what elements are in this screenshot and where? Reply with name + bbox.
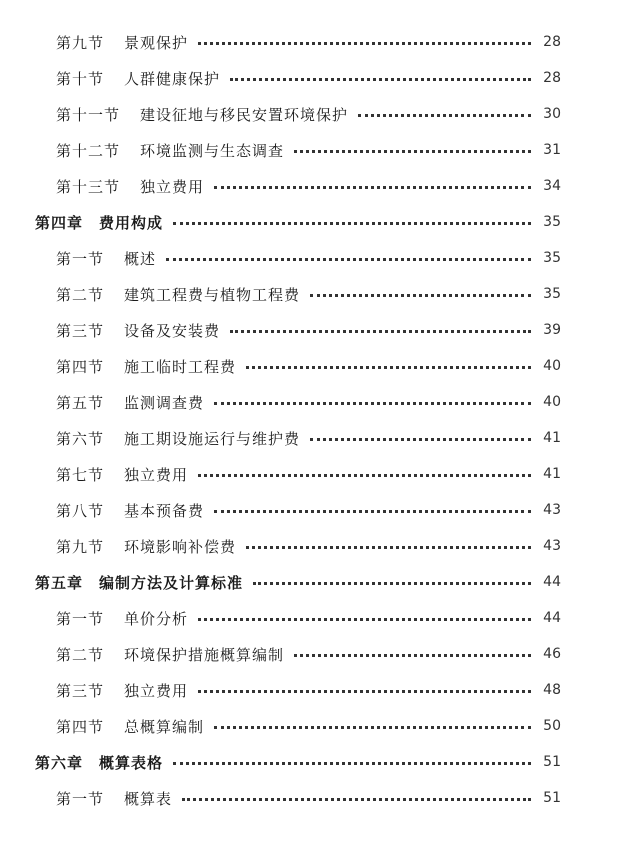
toc-section-entry[interactable]	[56, 390, 561, 414]
toc-entry-number: 第七节	[56, 465, 105, 484]
toc-entry-number: 第十一节	[56, 105, 121, 124]
toc-entry-number: 第五节	[56, 393, 105, 412]
toc-chapter-entry[interactable]	[35, 570, 561, 594]
toc-dot-leader	[198, 474, 531, 477]
toc-dot-leader	[214, 510, 531, 513]
toc-entry-title: 独立费用	[124, 681, 189, 700]
toc-entry-number: 第十三节	[56, 177, 121, 196]
toc-section-entry[interactable]	[56, 318, 561, 342]
toc-section-entry[interactable]	[56, 246, 561, 270]
toc-page-number: 35	[543, 214, 561, 230]
toc-entry-title: 独立费用	[140, 177, 205, 196]
toc-section-entry[interactable]	[56, 498, 561, 522]
toc-section-entry[interactable]	[56, 66, 561, 90]
toc-dot-leader	[198, 690, 531, 693]
toc-entry-number: 第四节	[56, 717, 105, 736]
toc-page-number: 39	[543, 322, 561, 338]
toc-entry-number: 第五章	[35, 573, 84, 592]
toc-entry-number: 第十节	[56, 69, 105, 88]
toc-section-entry[interactable]	[56, 678, 561, 702]
toc-section-entry[interactable]	[56, 174, 561, 198]
toc-chapter-entry[interactable]	[35, 750, 561, 774]
toc-page-number: 40	[543, 358, 561, 374]
toc-section-entry[interactable]	[56, 354, 561, 378]
toc-entry-number: 第一节	[56, 609, 105, 628]
toc-page-number: 35	[543, 286, 561, 302]
toc-section-entry[interactable]	[56, 786, 561, 810]
toc-section-entry[interactable]	[56, 102, 561, 126]
toc-page-number: 43	[543, 538, 561, 554]
toc-entry-title: 概算表	[124, 789, 173, 808]
toc-dot-leader	[182, 798, 531, 801]
toc-dot-leader	[198, 618, 531, 621]
toc-dot-leader	[214, 186, 531, 189]
toc-entry-title: 环境影响补偿费	[124, 537, 237, 556]
toc-entry-number: 第九节	[56, 537, 105, 556]
toc-entry-number: 第四章	[35, 213, 84, 232]
toc-dot-leader	[246, 366, 531, 369]
toc-entry-title: 监测调查费	[124, 393, 205, 412]
toc-dot-leader	[173, 222, 531, 225]
toc-dot-leader	[173, 762, 531, 765]
toc-dot-leader	[198, 42, 531, 45]
toc-section-entry[interactable]	[56, 426, 561, 450]
toc-dot-leader	[294, 150, 531, 153]
toc-dot-leader	[294, 654, 531, 657]
toc-section-entry[interactable]	[56, 462, 561, 486]
toc-dot-leader	[230, 78, 531, 81]
toc-page-number: 50	[543, 718, 561, 734]
toc-section-entry[interactable]	[56, 534, 561, 558]
toc-dot-leader	[230, 330, 531, 333]
toc-entry-title: 独立费用	[124, 465, 189, 484]
toc-entry-number: 第三节	[56, 321, 105, 340]
toc-dot-leader	[166, 258, 531, 261]
toc-dot-leader	[246, 546, 531, 549]
toc-entry-number: 第二节	[56, 285, 105, 304]
toc-page-number: 30	[543, 106, 561, 122]
toc-page-number: 40	[543, 394, 561, 410]
toc-entry-number: 第九节	[56, 33, 105, 52]
toc-page-number: 51	[543, 754, 561, 770]
toc-entry-title: 概算表格	[99, 753, 164, 772]
toc-entry-title: 建设征地与移民安置环境保护	[140, 105, 349, 124]
toc-page-number: 44	[543, 574, 561, 590]
toc-dot-leader	[214, 402, 531, 405]
toc-page-number: 41	[543, 430, 561, 446]
toc-page-number: 28	[543, 70, 561, 86]
toc-entry-title: 建筑工程费与植物工程费	[124, 285, 301, 304]
toc-page-number: 35	[543, 250, 561, 266]
toc-entry-title: 环境监测与生态调查	[140, 141, 285, 160]
toc-section-entry[interactable]	[56, 714, 561, 738]
toc-entry-title: 基本预备费	[124, 501, 205, 520]
toc-entry-number: 第八节	[56, 501, 105, 520]
toc-entry-number: 第三节	[56, 681, 105, 700]
toc-entry-number: 第二节	[56, 645, 105, 664]
toc-page-number: 51	[543, 790, 561, 806]
toc-page-number: 31	[543, 142, 561, 158]
toc-entry-title: 施工期设施运行与维护费	[124, 429, 301, 448]
toc-dot-leader	[253, 582, 531, 585]
toc-chapter-entry[interactable]	[35, 210, 561, 234]
toc-page-number: 28	[543, 34, 561, 50]
toc-entry-title: 概述	[124, 249, 157, 268]
toc-page-number: 41	[543, 466, 561, 482]
toc-entry-title: 景观保护	[124, 33, 189, 52]
toc-entry-title: 总概算编制	[124, 717, 205, 736]
toc-section-entry[interactable]	[56, 606, 561, 630]
toc-dot-leader	[310, 294, 531, 297]
toc-entry-title: 费用构成	[99, 213, 164, 232]
toc-entry-number: 第六节	[56, 429, 105, 448]
toc-entry-title: 施工临时工程费	[124, 357, 237, 376]
toc-entry-number: 第一节	[56, 789, 105, 808]
toc-page-number: 44	[543, 610, 561, 626]
toc-section-entry[interactable]	[56, 282, 561, 306]
toc-page-number: 43	[543, 502, 561, 518]
toc-section-entry[interactable]	[56, 138, 561, 162]
toc-entry-number: 第四节	[56, 357, 105, 376]
toc-dot-leader	[358, 114, 531, 117]
toc-entry-number: 第六章	[35, 753, 84, 772]
toc-section-entry[interactable]	[56, 30, 561, 54]
toc-dot-leader	[214, 726, 531, 729]
toc-page-number: 34	[543, 178, 561, 194]
toc-entry-title: 人群健康保护	[124, 69, 221, 88]
toc-entry-title: 单价分析	[124, 609, 189, 628]
toc-page-number: 48	[543, 682, 561, 698]
toc-entry-number: 第十二节	[56, 141, 121, 160]
toc-entry-number: 第一节	[56, 249, 105, 268]
toc-page-number: 46	[543, 646, 561, 662]
toc-section-entry[interactable]	[56, 642, 561, 666]
toc-entry-title: 设备及安装费	[124, 321, 221, 340]
toc-entry-title: 编制方法及计算标准	[99, 573, 244, 592]
toc-dot-leader	[310, 438, 531, 441]
toc-entry-title: 环境保护措施概算编制	[124, 645, 285, 664]
